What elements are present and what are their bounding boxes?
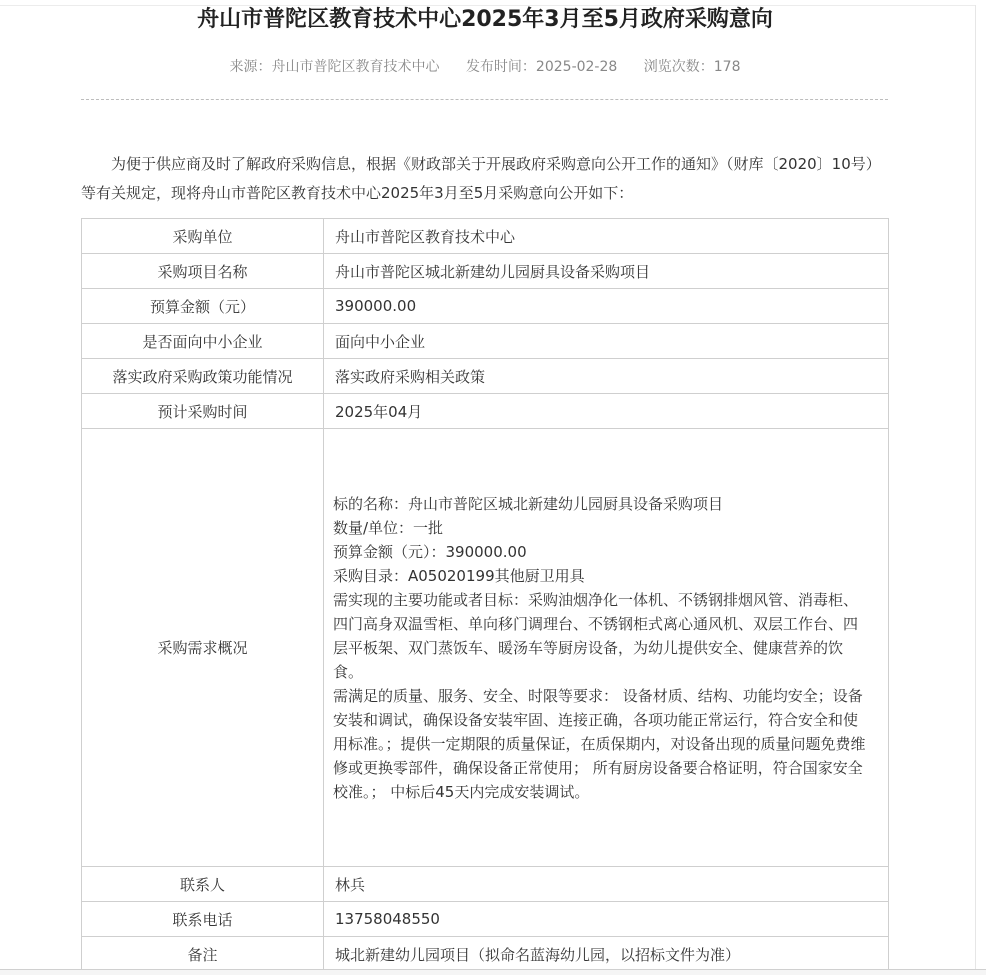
row-label: 备注 [82,937,324,972]
table-row [82,937,889,972]
procurement-table [81,218,889,972]
publish-time: 发布时间：2025-02-28 [465,59,618,75]
intro-paragraph: 为便于供应商及时了解政府采购信息，根据《财政部关于开展政府采购意向公开工作的通知》（财库〔2020〕10号）等有关规定，现将舟山市普陀区教育技术中心2025年3月至5月采购意向公开如下： [81,155,881,202]
row-label: 预算金额（元） [82,289,324,324]
row-value: 面向中小企业 [324,324,889,359]
row-value: 舟山市普陀区城北新建幼儿园厨具设备采购项目 [324,254,889,289]
window-bottom-edge [0,969,986,975]
window-right-edge [975,5,976,974]
requirement-line: 需实现的主要功能或者目标：采购油烟净化一体机、不锈钢排烟风管、消毒柜、四门高身双温雪柜、单向移门调理台、不锈钢柜式离心通风机、双层工作台、四层平板架、双门蒸饭车、暖汤车等厨房设备，为幼儿提供安全、健康营养的饮食。 [333,590,859,681]
row-value: 2025年04月 [324,394,889,429]
table-row [82,289,889,324]
requirement-line: 采购目录：A05020199其他厨卫用具 [333,566,585,585]
row-label: 联系电话 [82,902,324,937]
row-label: 采购单位 [82,219,324,254]
row-label: 预计采购时间 [82,394,324,429]
divider [81,99,888,100]
requirements-text [324,492,888,804]
table-row [82,902,889,937]
table-row [82,359,889,394]
table-row-requirements [82,429,889,867]
requirement-line: 预算金额（元）：390000.00 [333,542,527,561]
table-row [82,867,889,902]
page-title: 舟山市普陀区教育技术中心2025年3月至5月政府采购意向 [197,7,773,32]
table-row [82,394,889,429]
table-row [82,219,889,254]
row-value: 13758048550 [324,902,889,937]
row-value: 落实政府采购相关政策 [324,359,889,394]
requirement-line: 标的名称：舟山市普陀区城北新建幼儿园厨具设备采购项目 [333,494,724,513]
row-value: 城北新建幼儿园项目（拟命名蓝海幼儿园，以招标文件为准） [324,937,889,972]
row-label: 联系人 [82,867,324,902]
source-label: 来源：舟山市普陀区教育技术中心 [229,59,440,75]
row-label: 是否面向中小企业 [82,324,324,359]
table-row [82,324,889,359]
table-row [82,254,889,289]
requirements-cell [324,429,889,867]
article-meta [0,56,970,76]
row-label: 落实政府采购政策功能情况 [82,359,324,394]
row-label: 采购需求概况 [82,429,324,867]
requirement-line: 需满足的质量、服务、安全、时限等要求： 设备材质、结构、功能均安全；设备安装和调试，确保设备安装牢固、连接正确，各项功能正常运行，符合安全和使用标准。；提供一定期限的质量保证，在质保期内，对设备出现的质量问题免费维修或更换零部件，确保设备正常使用； 所有厨房设备要合格证明，符合国家安全校准。； 中标后45天内完成安装调试。 [333,686,866,801]
view-count: 浏览次数：178 [643,59,741,75]
requirement-line: 数量/单位：一批 [333,518,444,537]
row-value: 林兵 [324,867,889,902]
row-value: 舟山市普陀区教育技术中心 [324,219,889,254]
row-value: 390000.00 [324,289,889,324]
row-label: 采购项目名称 [82,254,324,289]
